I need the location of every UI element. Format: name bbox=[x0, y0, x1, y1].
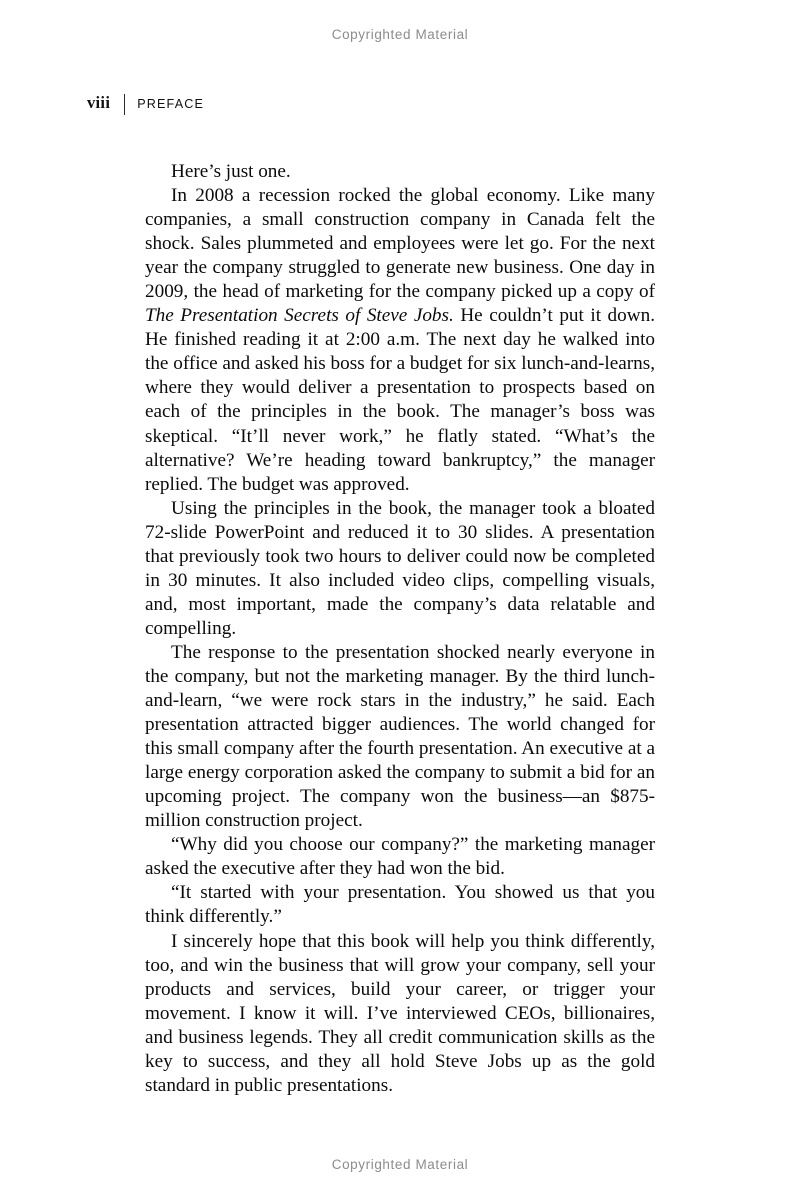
paragraph-4: The response to the presentation shocked nearly everyone in the company, but not the marketing manager. By the third lunch-and-learn, “we were rock stars in the industry,” he said. Each presentation attracted bigger audiences. The world changed for this small company after the fourth presentation. An executive at a large energy corporation asked the company to submit a bid for an upcoming project. The company won the business—an $875-million construction project. bbox=[145, 641, 655, 832]
paragraph-2 bbox=[145, 184, 655, 497]
copyrighted-material-footer: Copyrighted Material bbox=[331, 1157, 469, 1172]
book-title-italic: The Presentation Secrets of Steve Jobs. bbox=[145, 305, 454, 327]
paragraph-5: “Why did you choose our company?” the marketing manager asked the executive after they had won the bid. bbox=[145, 834, 655, 880]
paragraph-2-text-before-title: In 2008 a recession rocked the global economy. Like many companies, a small construction company in Canada felt the shock. Sales plummeted and employees were let go. For the next year the company struggled to generate new business. One day in 2009, the head of marketing for the company picked up a copy of bbox=[145, 185, 655, 303]
running-head-divider bbox=[124, 94, 125, 115]
paragraph-7: I sincerely hope that this book will help you think differently, too, and win the business that will grow your company, sell your products and services, build your career, or trigger your movement. I know it will. I’ve interviewed CEOs, billionaires, and business legends. They all credit communication skills as the key to success, and they all hold Steve Jobs up as the gold standard in public presentations. bbox=[145, 930, 655, 1096]
paragraph-3: Using the principles in the book, the manager took a bloated 72-slide PowerPoint and reduced it to 30 slides. A presentation that previously took two hours to deliver could now be completed in 30 minutes. It also included video clips, compelling visuals, and, most important, made the company’s data relatable and compelling. bbox=[145, 497, 655, 639]
copyrighted-material-header: Copyrighted Material bbox=[331, 27, 469, 42]
page-number: viii bbox=[87, 93, 111, 113]
paragraph-2-text-after-title: He couldn’t put it down. He finished reading it at 2:00 a.m. The next day he walked into the office and asked his boss for a budget for six lunch-and-learns, where they would deliver a presentation to prospects based on each of the principles in the book. The manager’s boss was skeptical. “It’ll never work,” he flatly stated. “What’s the alternative? We’re heading toward bankruptcy,” the manager replied. The budget was approved. bbox=[145, 305, 655, 495]
body-text-column bbox=[145, 160, 655, 1098]
section-title: PREFACE bbox=[137, 96, 205, 111]
paragraph-6: “It started with your presentation. You showed us that you think differently.” bbox=[145, 882, 655, 928]
running-head bbox=[87, 93, 204, 115]
paragraph-1: Here’s just one. bbox=[171, 161, 291, 182]
